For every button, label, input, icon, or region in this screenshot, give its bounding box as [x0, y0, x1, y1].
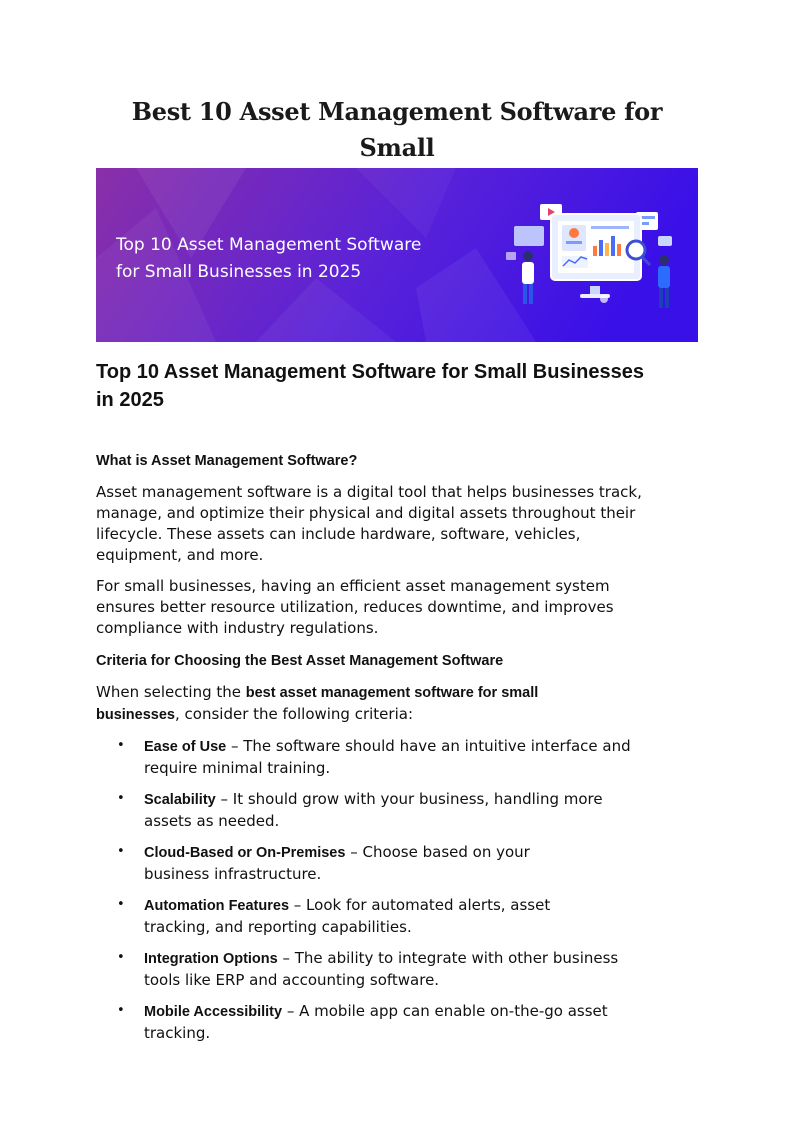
list-item	[117, 948, 684, 991]
criteria-text: – Look for automated alerts, asset	[289, 896, 551, 914]
intro-bold-line-1: best asset management software for small	[245, 685, 539, 701]
paragraph-line: compliance with industry regulations.	[96, 619, 379, 637]
paragraph-line: Asset management software is a digital tool that helps businesses track,	[96, 483, 642, 501]
criteria-term: Cloud-Based or On-Premises	[144, 845, 346, 861]
section-heading-criteria: Criteria for Choosing the Best Asset Management Software	[96, 653, 504, 669]
bullet-icon: •	[117, 897, 125, 912]
criteria-text: – The software should have an intuitive interface and	[226, 737, 631, 755]
paragraph-line: equipment, and more.	[96, 546, 264, 564]
article-heading-line-2: in 2025	[96, 389, 164, 411]
bullet-icon: •	[117, 950, 125, 965]
criteria-text: tracking.	[144, 1024, 211, 1042]
article-heading-line-1: Top 10 Asset Management Software for Small Businesses	[96, 361, 644, 383]
intro-prefix: When selecting the	[96, 683, 246, 701]
criteria-text: require minimal training.	[144, 759, 331, 777]
section-heading-what-is: What is Asset Management Software?	[96, 453, 358, 469]
criteria-text: tools like ERP and accounting software.	[144, 971, 440, 989]
criteria-text: – Choose based on your	[345, 843, 530, 861]
criteria-term: Integration Options	[144, 951, 278, 967]
paragraph-definition	[96, 482, 696, 566]
intro-suffix: , consider the following criteria:	[175, 705, 413, 723]
banner-text-line-1: Top 10 Asset Management Software	[116, 235, 422, 255]
hero-banner-image	[96, 168, 698, 342]
criteria-term: Automation Features	[144, 898, 290, 914]
intro-bold-line-2: businesses	[96, 707, 175, 723]
criteria-term: Mobile Accessibility	[144, 1004, 283, 1020]
criteria-text: assets as needed.	[144, 812, 280, 830]
criteria-text: tracking, and reporting capabilities.	[144, 918, 412, 936]
list-item	[117, 736, 684, 779]
paragraph-benefits	[96, 576, 696, 639]
title-line-1: Best 10 Asset Management Software for Small	[131, 97, 663, 162]
list-item	[117, 789, 684, 832]
list-item	[117, 895, 684, 938]
article-heading	[96, 358, 696, 414]
paragraph-line: ensures better resource utilization, reduces downtime, and improves	[96, 598, 614, 616]
criteria-text: business infrastructure.	[144, 865, 322, 883]
criteria-term: Scalability	[144, 792, 216, 808]
list-item	[117, 1001, 684, 1044]
bullet-icon: •	[117, 738, 125, 753]
banner-text-line-2: for Small Businesses in 2025	[116, 262, 362, 282]
criteria-text: – A mobile app can enable on-the-go asset	[282, 1002, 608, 1020]
list-item	[117, 842, 684, 885]
criteria-text: – It should grow with your business, handling more	[215, 790, 603, 808]
paragraph-line: For small businesses, having an efficient asset management system	[96, 577, 610, 595]
bullet-icon: •	[117, 844, 125, 859]
paragraph-criteria-intro	[96, 682, 696, 726]
criteria-term: Ease of Use	[144, 739, 227, 755]
paragraph-line: lifecycle. These assets can include hardware, software, vehicles,	[96, 525, 581, 543]
bullet-icon: •	[117, 791, 125, 806]
bullet-icon: •	[117, 1003, 125, 1018]
paragraph-line: manage, and optimize their physical and digital assets throughout their	[96, 504, 636, 522]
criteria-text: – The ability to integrate with other business	[277, 949, 619, 967]
